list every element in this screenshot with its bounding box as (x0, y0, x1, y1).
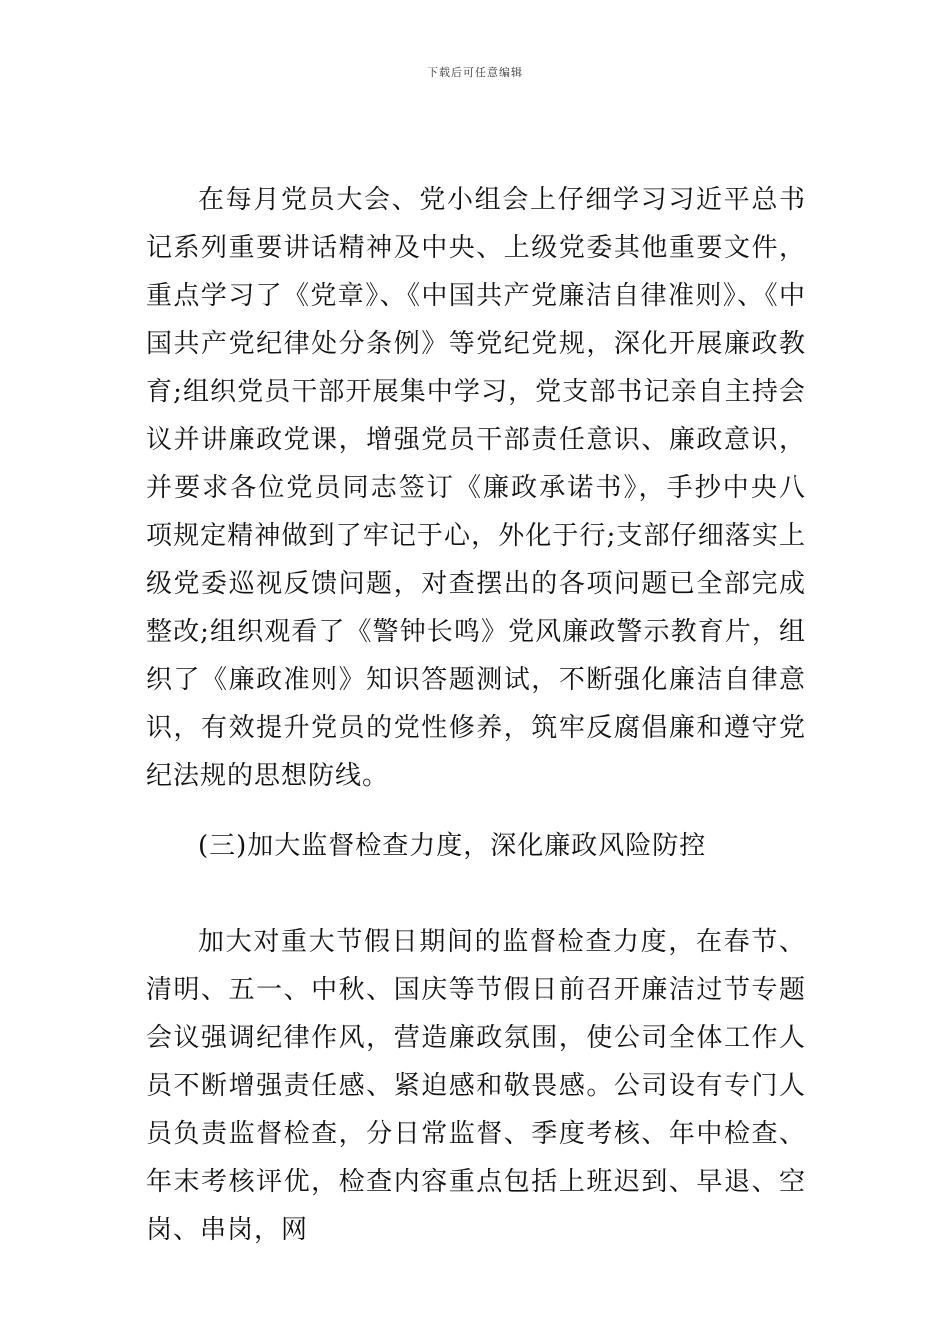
page-header-note: 下载后可任意编辑 (427, 66, 523, 79)
body-paragraph-2: 加大对重大节假日期间的监督检查力度，在春节、清明、五一、中秋、国庆等节假日前召开廉洁过节专题会议强调纪律作风，营造廉政氛围，使公司全体工作人员不断增强责任感、紧迫感和敬畏感。公司设有专门人员负责监督检查，分日常监督、季度考核、年中检查、年末考核评优，检查内容重点包括上班迟到、早退、空岗、串岗，网 (146, 927, 806, 1245)
body-paragraph-1: 在每月党员大会、党小组会上仔细学习习近平总书记系列重要讲话精神及中央、上级党委其他重要文件，重点学习了《党章》、《中国共产党廉洁自律准则》、《中国共产党纪律处分条例》等党纪党规，深化开展廉政教育;组织党员干部开展集中学习，党支部书记亲自主持会议并讲廉政党课，增强党员干部责任意识、廉政意识，并要求各位党员同志签订《廉政承诺书》，手抄中央八项规定精神做到了牢记于心，外化于行;支部仔细落实上级党委巡视反馈问题，对查摆出的各项问题已全部完成整改;组织观看了《警钟长鸣》党风廉政警示教育片，组织了《廉政准则》知识答题测试，不断强化廉洁自律意识，有效提升党员的党性修养，筑牢反腐倡廉和遵守党纪法规的思想防线。 (146, 185, 806, 791)
section-heading: (三)加大监督检查力度，深化廉政风险防控 (198, 831, 707, 861)
